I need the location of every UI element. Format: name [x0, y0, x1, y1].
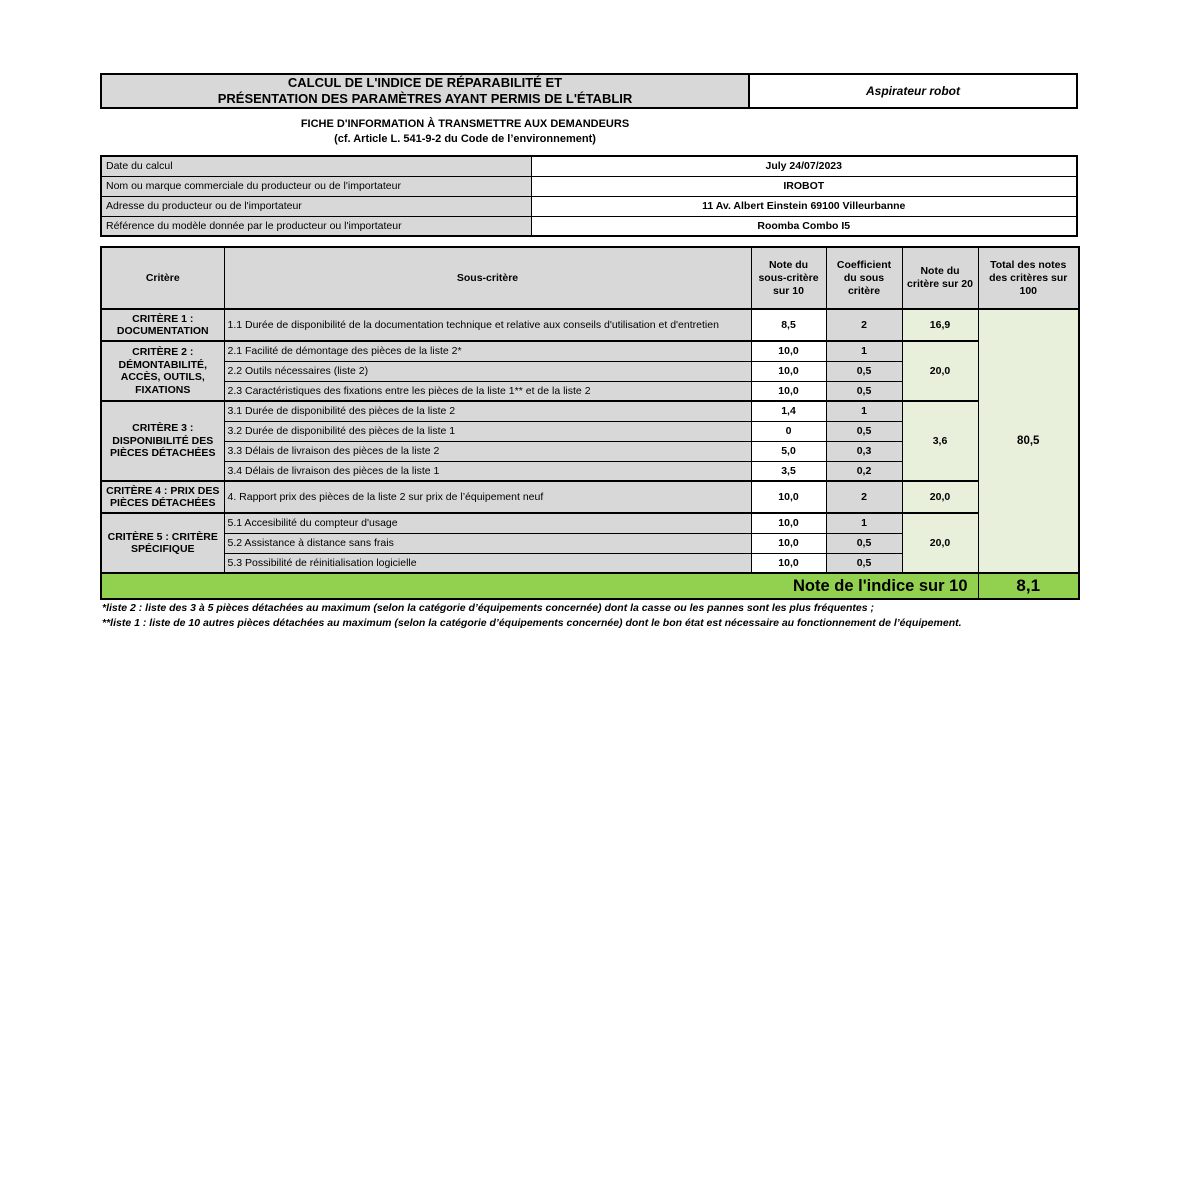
- column-header-coefficient: Coefficient du sous critère: [826, 247, 902, 309]
- subtitle: [100, 117, 830, 146]
- criterion-3-score-cell: 3,6: [902, 401, 978, 481]
- info-row-model: [101, 216, 1077, 236]
- coefficient-cell: 0,5: [826, 533, 902, 553]
- subcriterion-cell: 5.3 Possibilité de réinitialisation logicielle: [224, 553, 751, 573]
- subcriterion-cell: 5.1 Accesibilité du compteur d'usage: [224, 513, 751, 533]
- footnote-liste-1: **liste 1 : liste de 10 autres pièces détachées au maximum (selon la catégorie d’équipements concernée) dont le bon état est nécessaire au fonctionnement de l’équipement.: [102, 617, 962, 629]
- criterion-4-cell: CRITÈRE 4 : PRIX DES PIÈCES DÉTACHÉES: [101, 481, 224, 513]
- criterion-5-cell: CRITÈRE 5 : CRITÈRE SPÉCIFIQUE: [101, 513, 224, 573]
- coefficient-cell: 1: [826, 513, 902, 533]
- column-header-note-sous-critere: Note du sous-critère sur 10: [751, 247, 826, 309]
- criteria-header-row: [101, 247, 1079, 309]
- coefficient-cell: 0,3: [826, 441, 902, 461]
- note-cell: 0: [751, 421, 826, 441]
- table-row: [101, 513, 1079, 533]
- note-cell: 3,5: [751, 461, 826, 481]
- note-cell: 10,0: [751, 361, 826, 381]
- criterion-4-score-cell: 20,0: [902, 481, 978, 513]
- table-row: [101, 309, 1079, 341]
- coefficient-cell: 0,5: [826, 553, 902, 573]
- subcriterion-cell: 2.3 Caractéristiques des fixations entre les pièces de la liste 1** et de la liste 2: [224, 381, 751, 401]
- note-cell: 5,0: [751, 441, 826, 461]
- criterion-3-cell: CRITÈRE 3 : DISPONIBILITÉ DES PIÈCES DÉTACHÉES: [101, 401, 224, 481]
- note-cell: 10,0: [751, 381, 826, 401]
- footnotes: [102, 601, 1102, 631]
- column-header-sous-critere: Sous-critère: [224, 247, 751, 309]
- footnote-liste-2: *liste 2 : liste des 3 à 5 pièces détachées au maximum (selon la catégorie d’équipements concernée) dont la casse ou les pannes sont les plus fréquentes ;: [102, 602, 875, 614]
- coefficient-cell: 1: [826, 341, 902, 361]
- page-title: [102, 75, 750, 107]
- info-table: [100, 155, 1078, 237]
- subtitle-line1: FICHE D'INFORMATION À TRANSMETTRE AUX DEMANDEURS: [300, 118, 630, 130]
- final-score-label: Note de l'indice sur 10: [101, 573, 978, 599]
- info-row-date: [101, 156, 1077, 176]
- info-label: Date du calcul: [101, 156, 531, 176]
- coefficient-cell: 0,2: [826, 461, 902, 481]
- note-cell: 10,0: [751, 513, 826, 533]
- total-score-cell: 80,5: [978, 309, 1079, 573]
- info-label: Référence du modèle donnée par le producteur ou l'importateur: [101, 216, 531, 236]
- title-box: [100, 73, 1078, 109]
- criterion-1-score-cell: 16,9: [902, 309, 978, 341]
- table-row: [101, 401, 1079, 421]
- coefficient-cell: 2: [826, 309, 902, 341]
- subcriterion-cell: 2.1 Facilité de démontage des pièces de la liste 2*: [224, 341, 751, 361]
- subcriterion-cell: 5.2 Assistance à distance sans frais: [224, 533, 751, 553]
- subtitle-line2: (cf. Article L. 541-9-2 du Code de l’environnement): [334, 132, 596, 145]
- subcriterion-cell: 1.1 Durée de disponibilité de la documentation technique et relative aux conseils d'utilisation et d'entretien: [224, 309, 751, 341]
- page-title-line2: PRÉSENTATION DES PARAMÈTRES AYANT PERMIS DE L'ÉTABLIR: [217, 91, 633, 106]
- criterion-5-score-cell: 20,0: [902, 513, 978, 573]
- note-cell: 10,0: [751, 481, 826, 513]
- column-header-total: Total des notes des critères sur 100: [978, 247, 1079, 309]
- criterion-2-cell: CRITÈRE 2 : DÉMONTABILITÉ, ACCÈS, OUTILS, FIXATIONS: [101, 341, 224, 401]
- info-value: July 24/07/2023: [531, 156, 1077, 176]
- final-score-row: [101, 573, 1079, 599]
- coefficient-cell: 0,5: [826, 421, 902, 441]
- page-title-line1: CALCUL DE L'INDICE DE RÉPARABILITÉ ET: [287, 75, 563, 90]
- subcriterion-cell: 3.3 Délais de livraison des pièces de la liste 2: [224, 441, 751, 461]
- coefficient-cell: 0,5: [826, 361, 902, 381]
- coefficient-cell: 2: [826, 481, 902, 513]
- note-cell: 8,5: [751, 309, 826, 341]
- info-value: IROBOT: [531, 176, 1077, 196]
- info-value: 11 Av. Albert Einstein 69100 Villeurbanne: [531, 196, 1077, 216]
- subcriterion-cell: 3.4 Délais de livraison des pièces de la liste 1: [224, 461, 751, 481]
- note-cell: 10,0: [751, 533, 826, 553]
- column-header-note-critere: Note du critère sur 20: [902, 247, 978, 309]
- criteria-table: [100, 246, 1080, 600]
- info-label: Adresse du producteur ou de l'importateur: [101, 196, 531, 216]
- table-row: [101, 341, 1079, 361]
- note-cell: 10,0: [751, 553, 826, 573]
- table-row: [101, 481, 1079, 513]
- criterion-2-score-cell: 20,0: [902, 341, 978, 401]
- info-row-address: [101, 196, 1077, 216]
- subcriterion-cell: 3.2 Durée de disponibilité des pièces de la liste 1: [224, 421, 751, 441]
- note-cell: 1,4: [751, 401, 826, 421]
- info-label: Nom ou marque commerciale du producteur ou de l'importateur: [101, 176, 531, 196]
- info-value: Roomba Combo I5: [531, 216, 1077, 236]
- criterion-1-cell: CRITÈRE 1 : DOCUMENTATION: [101, 309, 224, 341]
- coefficient-cell: 1: [826, 401, 902, 421]
- info-row-brand: [101, 176, 1077, 196]
- note-cell: 10,0: [751, 341, 826, 361]
- subcriterion-cell: 3.1 Durée de disponibilité des pièces de la liste 2: [224, 401, 751, 421]
- subcriterion-cell: 4. Rapport prix des pièces de la liste 2 sur prix de l’équipement neuf: [224, 481, 751, 513]
- product-category: Aspirateur robot: [865, 84, 960, 98]
- final-score-value: 8,1: [978, 573, 1079, 599]
- column-header-critere: Critère: [101, 247, 224, 309]
- subcriterion-cell: 2.2 Outils nécessaires (liste 2): [224, 361, 751, 381]
- coefficient-cell: 0,5: [826, 381, 902, 401]
